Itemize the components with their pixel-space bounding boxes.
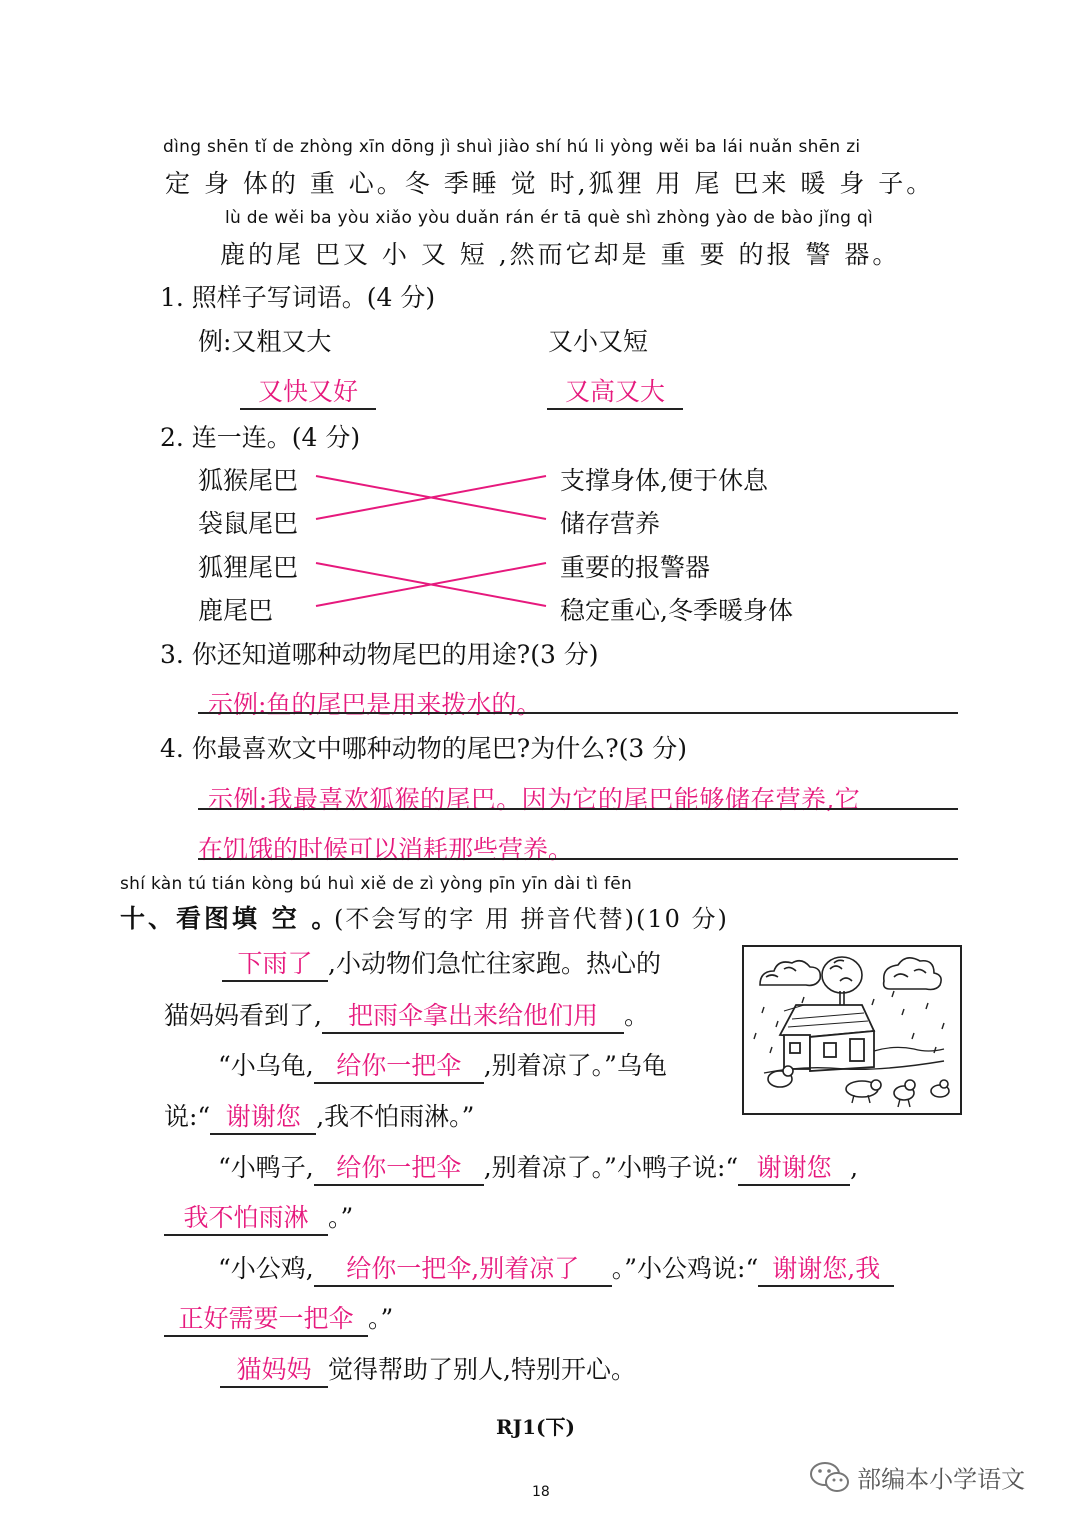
s10-text: ,小动物们急忙往家跑。热心的 xyxy=(328,949,661,978)
q4-answer-line1: 示例:我最喜欢狐猴的尾巴。因为它的尾巴能够储存营养,它 xyxy=(208,785,861,814)
s10-text: “小乌龟, xyxy=(218,1051,314,1080)
s10-answer: 给你一把伞 xyxy=(314,1148,484,1186)
section10-pinyin: shí kàn tú tián kòng bú huì xiě de zì yòng pīn yīn dài tì fēn xyxy=(120,874,633,894)
q1-answer1: 又快又好 xyxy=(240,372,376,410)
s10-line1 xyxy=(222,944,661,982)
section10-subtitle: (不会写的字 用 拼音代替)(10 分) xyxy=(334,905,729,933)
q4-answer-line2: 在饥饿的时候可以消耗那些营养。 xyxy=(198,835,574,864)
matching-lines xyxy=(0,0,1080,660)
q2-left-item: 袋鼠尾巴 xyxy=(198,509,299,538)
q4-answer-rule2 xyxy=(198,858,958,860)
s10-text: ,别着凉了。”乌龟 xyxy=(483,1051,667,1080)
section10-title: 十、看图填 空 。 xyxy=(120,904,340,933)
s10-answer: 正好需要一把伞 xyxy=(164,1299,368,1337)
s10-line7 xyxy=(218,1249,894,1287)
s10-text: “小鸭子, xyxy=(218,1153,314,1182)
s10-answer: 给你一把伞,别着凉了 xyxy=(314,1249,612,1287)
q2-right-item: 支撑身体,便于休息 xyxy=(560,466,768,495)
q1-example: 例:又粗又大 xyxy=(198,327,332,356)
s10-answer: 谢谢您,我 xyxy=(758,1249,894,1287)
q2-title: 2. 连一连。(4 分) xyxy=(160,423,361,452)
s10-text: ,别着凉了。”小鸭子说:“ xyxy=(483,1153,739,1182)
s10-text: 。” xyxy=(328,1203,354,1232)
s10-text: ,我不怕雨淋。” xyxy=(316,1102,475,1131)
s10-text: 说:“ xyxy=(164,1102,211,1131)
s10-line4 xyxy=(164,1097,474,1135)
rain-scene-illustration xyxy=(742,945,962,1115)
watermark xyxy=(808,1459,1025,1495)
rain-scene-drawing xyxy=(744,947,960,1113)
s10-line5 xyxy=(218,1148,858,1186)
q4-title: 4. 你最喜欢文中哪种动物的尾巴?为什么?(3 分) xyxy=(160,734,687,763)
s10-answer: 下雨了 xyxy=(222,944,328,982)
s10-text: 。” xyxy=(368,1304,394,1333)
q3-answer: 示例:鱼的尾巴是用来拨水的。 xyxy=(208,690,542,719)
q2-left-item: 鹿尾巴 xyxy=(198,596,274,625)
s10-line6 xyxy=(164,1198,353,1236)
footer-label: RJ1(下) xyxy=(496,1415,575,1439)
s10-line2 xyxy=(164,996,649,1034)
q2-left-item: 狐狸尾巴 xyxy=(198,553,299,582)
s10-answer: 谢谢您 xyxy=(210,1097,316,1135)
s10-text: 。 xyxy=(623,1001,649,1030)
s10-text: 猫妈妈看到了, xyxy=(164,1001,322,1030)
passage-line1-text: 定 身 体的 重 心。冬 季睡 觉 时,狐狸 用 尾 巴来 暖 身 子。 xyxy=(165,169,935,198)
q1-title: 1. 照样子写词语。(4 分) xyxy=(160,283,436,312)
q1-answer2: 又高又大 xyxy=(547,372,683,410)
s10-text: “小公鸡, xyxy=(218,1254,314,1283)
s10-text: 觉得帮助了别人,特别开心。 xyxy=(328,1355,636,1384)
watermark-text: 部编本小学语文 xyxy=(857,1465,1026,1494)
s10-text: 。”小公鸡说:“ xyxy=(611,1254,759,1283)
s10-answer: 把雨伞拿出来给他们用 xyxy=(322,996,624,1034)
q3-answer-line xyxy=(198,712,958,714)
q3-title: 3. 你还知道哪种动物尾巴的用途?(3 分) xyxy=(160,640,599,669)
q2-left-item: 狐猴尾巴 xyxy=(198,466,299,495)
wechat-icon xyxy=(808,1459,852,1495)
s10-text: , xyxy=(850,1153,859,1182)
passage-line1-pinyin: dìng shēn tǐ de zhòng xīn dōng jì shuì jiào shí hú li yòng wěi ba lái nuǎn shēn zi xyxy=(163,137,861,157)
passage-line2-pinyin: lù de wěi ba yòu xiǎo yòu duǎn rán ér tā què shì zhòng yào de bào jǐng qì xyxy=(225,208,874,228)
q2-right-item: 重要的报警器 xyxy=(560,553,711,582)
passage-line2-text: 鹿的尾 巴又 小 又 短 ,然而它却是 重 要 的报 警 器。 xyxy=(220,240,901,269)
s10-line8 xyxy=(164,1299,393,1337)
q2-right-item: 储存营养 xyxy=(560,509,661,538)
s10-answer: 谢谢您 xyxy=(738,1148,850,1186)
s10-answer: 我不怕雨淋 xyxy=(164,1198,328,1236)
page-number: 18 xyxy=(532,1484,550,1500)
q1-prompt2: 又小又短 xyxy=(548,327,649,356)
q2-right-item: 稳定重心,冬季暖身体 xyxy=(560,596,793,625)
s10-line3 xyxy=(218,1046,667,1084)
q4-answer-rule1 xyxy=(198,808,958,810)
s10-answer: 猫妈妈 xyxy=(220,1350,328,1388)
s10-answer: 给你一把伞 xyxy=(314,1046,484,1084)
s10-line9 xyxy=(220,1350,636,1388)
